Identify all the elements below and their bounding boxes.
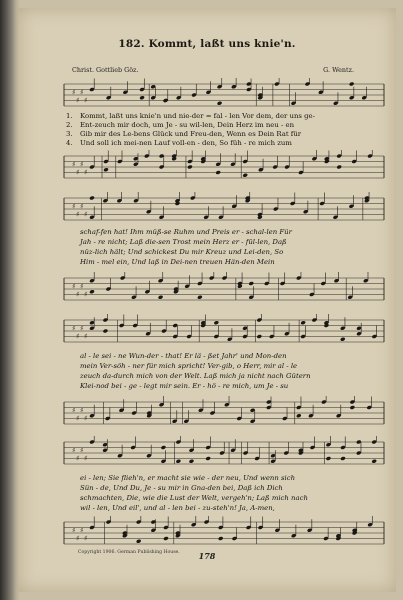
- svg-text:♯: ♯: [76, 332, 80, 341]
- treble-staff-3: [18, 314, 396, 350]
- lyric-line-4-4: wil - len, Und eil', und al - len bei - zu-steh'n! Ja, A-men,: [80, 504, 275, 512]
- lyric-line-3-2: mein Ver-söh - ner für mich spricht! Ver-gib, o Herr, mir al - le: [80, 362, 298, 370]
- svg-text:♯: ♯: [80, 406, 84, 415]
- svg-text:♯: ♯: [76, 414, 80, 423]
- lyric-line-2-1: schaf-fen hat! Ihm müß-se Ruhm und Preis er - schal-len Für: [80, 228, 292, 236]
- svg-text:♯: ♯: [76, 454, 80, 463]
- svg-text:♯: ♯: [80, 526, 84, 535]
- lyric-line-2-2: Jah - re nicht; Laß die-sen Trost mein Herz er - fül-len, Daß: [80, 238, 287, 246]
- svg-text:♯: ♯: [84, 290, 88, 299]
- svg-text:♯: ♯: [72, 88, 76, 97]
- hymnal-page: [18, 8, 396, 592]
- lyric-line-4-3: schmachten, Die, wie die Lust der Welt, vergeh'n; Laß mich nach: [80, 494, 308, 502]
- svg-text:♯: ♯: [76, 210, 80, 219]
- treble-staff-4: [18, 436, 396, 472]
- lyric-line-1-2: 2. Ent-zeuch mir doch, um Je - su wil-len, Dein Herz im neu - en: [66, 121, 295, 129]
- svg-text:♯: ♯: [76, 534, 80, 543]
- svg-text:♯: ♯: [72, 324, 76, 333]
- svg-text:♯: ♯: [84, 454, 88, 463]
- svg-text:♯: ♯: [76, 168, 80, 177]
- svg-text:♯: ♯: [84, 96, 88, 105]
- bass-staff-1: [18, 150, 396, 186]
- svg-text:♯: ♯: [80, 282, 84, 291]
- lyric-line-3-3: zeuch da-durch mich von der Welt. Laß mich ja nicht nach Gütern: [80, 372, 311, 380]
- svg-text:♯: ♯: [72, 282, 76, 291]
- svg-text:♯: ♯: [84, 168, 88, 177]
- lyric-line-2-3: nüz-lich hält; Und schickest Du mir Kreuz und Lei-den, So: [80, 248, 284, 256]
- svg-text:♯: ♯: [84, 332, 88, 341]
- bass-staff-4: [18, 516, 396, 552]
- music-composer: G. Wentz.: [323, 66, 354, 74]
- svg-text:♯: ♯: [80, 88, 84, 97]
- lyric-line-2-4: Him - mel ein, Und laß in Dei-nen treuen Hän-den Mein: [80, 258, 275, 266]
- lyric-line-3-4: Klei-nod bei - ge - legt mir sein. Er - hö - re mich, um Je - su: [80, 382, 289, 390]
- bass-staff-2: [18, 272, 396, 308]
- svg-text:♯: ♯: [72, 160, 76, 169]
- lyric-line-4-1: ei - len; Sie flieh'n, er macht sie wie - der neu, Und wenn sich: [80, 474, 296, 482]
- hymn-title: 182. Kommt, laßt uns knie'n.: [118, 38, 296, 50]
- svg-text:♯: ♯: [84, 210, 88, 219]
- lyric-line-3-1: al - le sei - ne Wun-der - that! Er lä - ßet Jahr' und Mon-den: [80, 352, 287, 360]
- svg-text:♯: ♯: [80, 160, 84, 169]
- bass-staff-3: [18, 396, 396, 432]
- treble-staff-1: [18, 78, 396, 114]
- copyright-notice: Copyright 1906. German Publishing House.: [78, 550, 180, 555]
- svg-text:♯: ♯: [72, 526, 76, 535]
- lyric-line-1-4: 4. Und soll ich mei-nen Lauf voll-en - den, So füh - re mich zum: [66, 139, 292, 147]
- lyric-line-1-3: 3. Gib mir des Le-bens Glück und Freu-den, Wenn es Dein Rat für: [66, 130, 302, 138]
- svg-text:♯: ♯: [72, 406, 76, 415]
- svg-text:♯: ♯: [76, 290, 80, 299]
- svg-text:♯: ♯: [72, 446, 76, 455]
- text-author: Christ. Gottlieb Göz.: [72, 66, 139, 74]
- svg-text:♯: ♯: [84, 534, 88, 543]
- page-number: 178: [198, 551, 216, 561]
- svg-text:♯: ♯: [76, 96, 80, 105]
- lyric-line-4-2: Sün - de, Und Du, Je - su mir in Gna-den bei, Daß ich Dich: [80, 484, 283, 492]
- svg-text:♯: ♯: [80, 324, 84, 333]
- treble-staff-2: [18, 192, 396, 228]
- svg-text:♯: ♯: [72, 202, 76, 211]
- svg-text:♯: ♯: [80, 446, 84, 455]
- svg-text:♯: ♯: [80, 202, 84, 211]
- svg-text:♯: ♯: [84, 414, 88, 423]
- lyric-line-1-1: 1. Kommt, laßt uns knie'n und nie-der = fal - len Vor dem, der uns ge-: [66, 112, 315, 120]
